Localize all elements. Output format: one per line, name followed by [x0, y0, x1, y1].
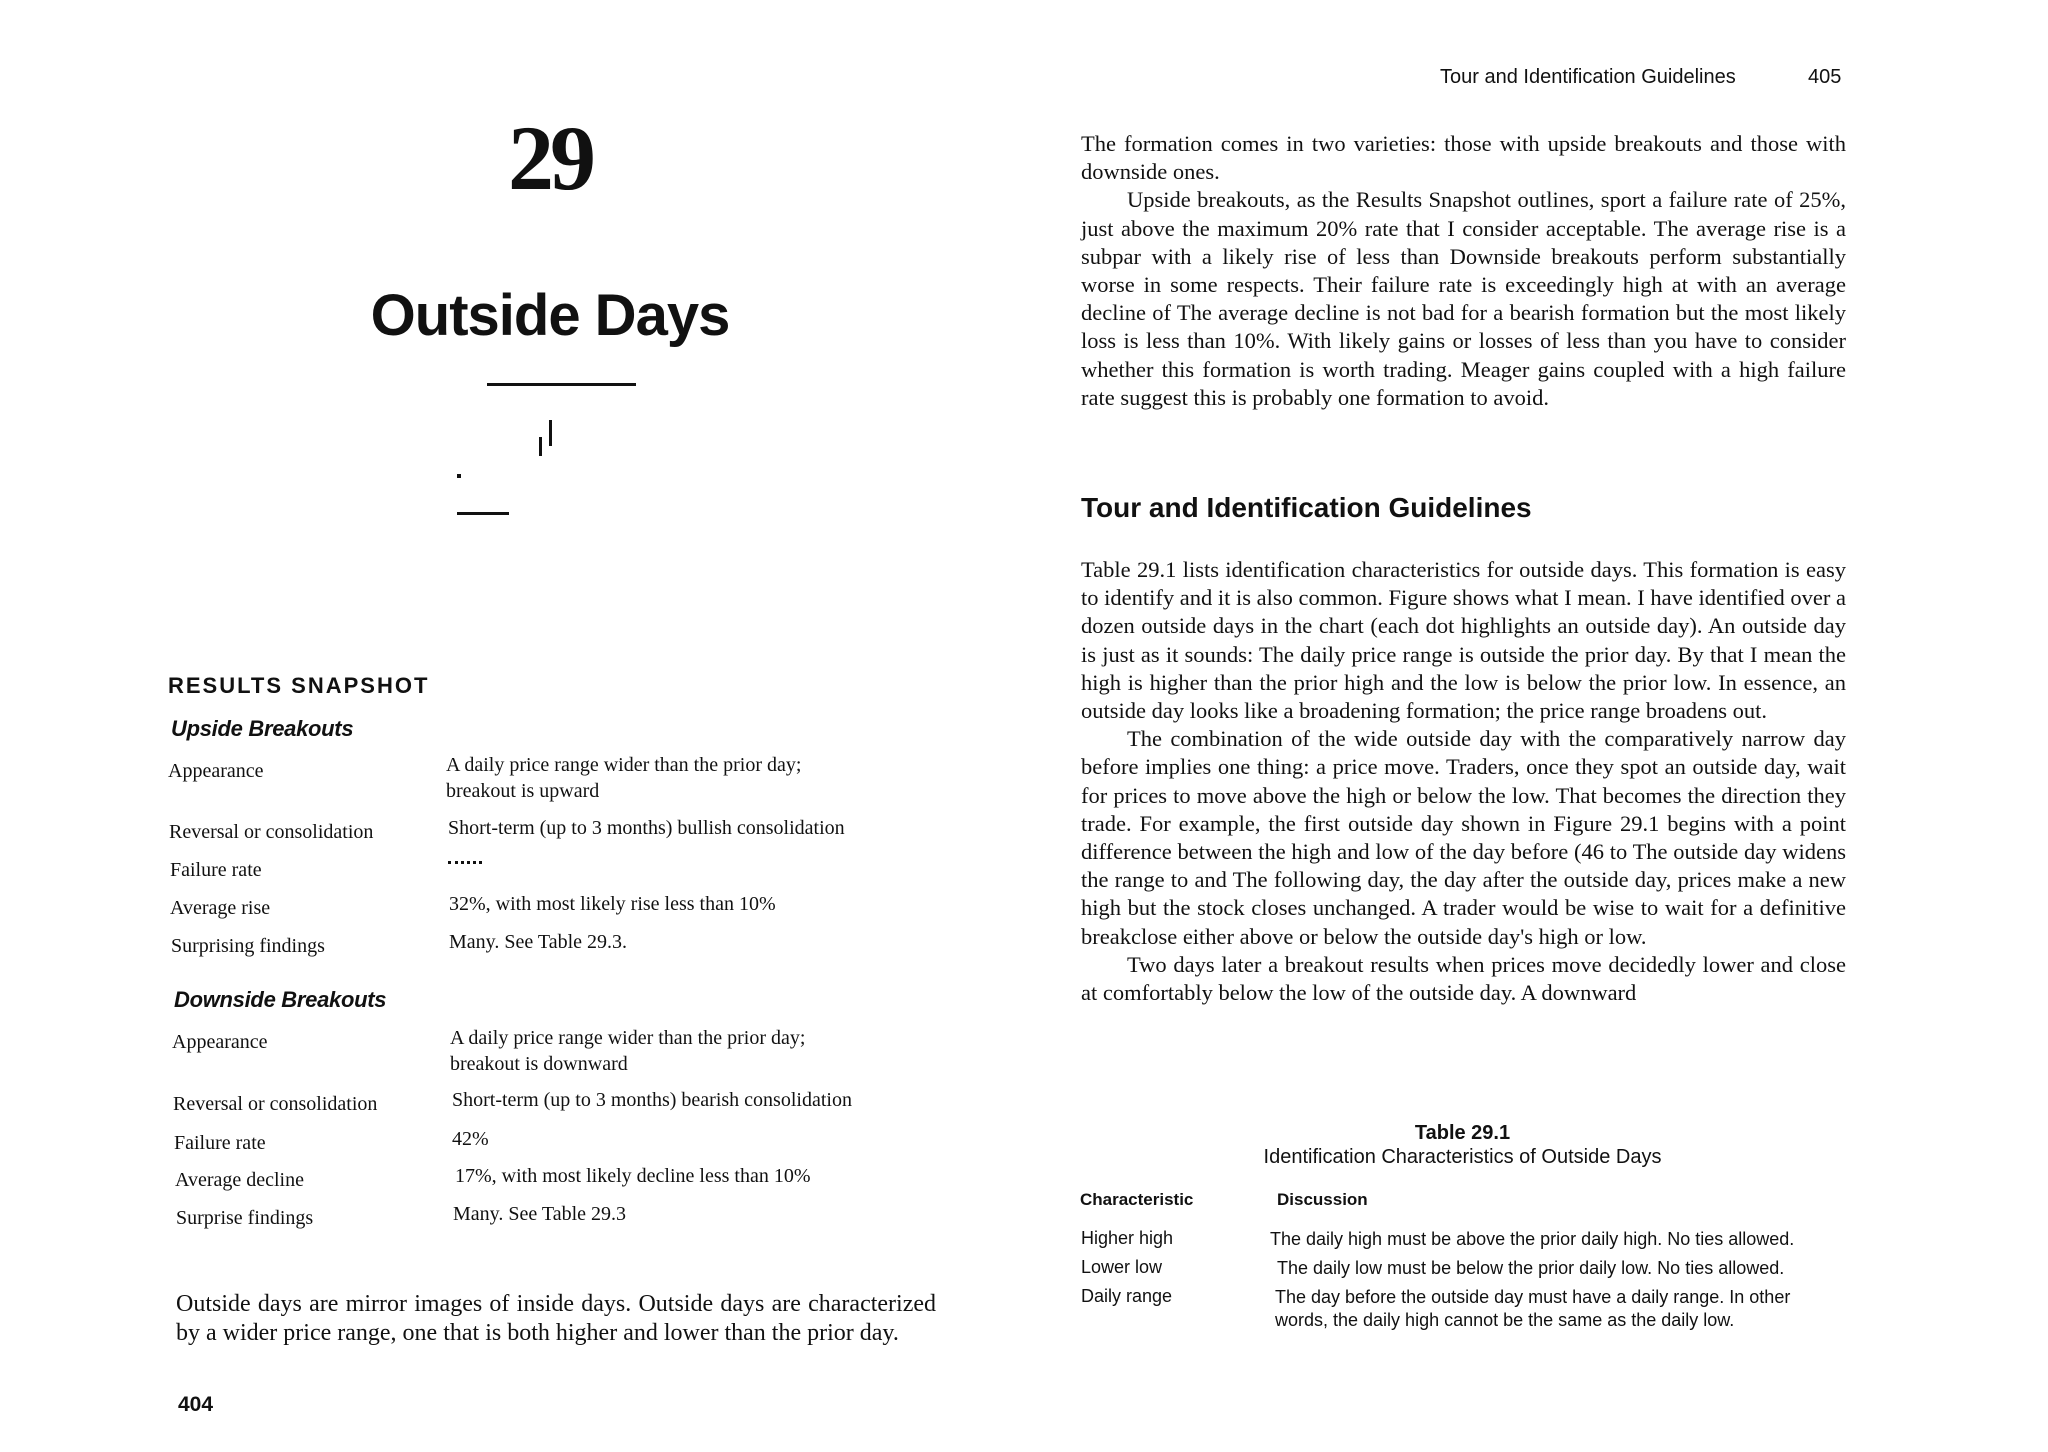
- table-row-discussion: The daily low must be below the prior daily low. No ties allowed.: [1277, 1258, 1785, 1278]
- paragraph: Upside breakouts, as the Results Snapshot outlines, sport a failure rate of 25%, just above the maximum 20% rate that I consider acceptable. The average rise is a subpar with a likely rise of less than Downside breakouts perform substantially worse in some respects. Their failure rate is exceedingly high at with an average decline of The average decline is not bad for a bearish formation but the most likely loss is less than 10%. With likely gains or losses of less than you have to consider whether this formation is worth trading. Meager gains coupled with a high failure rate suggest this is probably one formation to avoid.: [1081, 187, 1846, 410]
- chapter-title: Outside Days: [370, 283, 730, 348]
- table-row-characteristic: Lower low: [1081, 1257, 1163, 1277]
- table-row-characteristic: Higher high: [1081, 1228, 1174, 1248]
- row-value: Many. See Table 29.3.: [449, 931, 628, 953]
- row-label: Reversal or consolidation: [173, 1093, 378, 1115]
- illegible-glyph: [448, 861, 482, 876]
- row-label: Average decline: [175, 1169, 304, 1191]
- paragraph: The combination of the wide outside day with the comparatively narrow day before implies one thing: a price move. Traders, once they spot an outside day, wait for prices to move above the high or below the low. That becomes the direction they trade. For example, the first outside day shown in Figure 29.1 begins with a point difference between the high and low of the day before (46 to The outside day widens the range to and The following day, the day after the outside day, prices make a new high but the stock closes unchanged. A trader would be wise to wait for a definitive breakclose either above or below the outside day's high or low.: [1081, 726, 1846, 949]
- page-number: 405: [1808, 66, 1842, 88]
- ornament-tick: [549, 420, 552, 446]
- row-value: A daily price range wider than the prior day; breakout is upward: [446, 754, 802, 802]
- ornament-dot: [457, 474, 461, 478]
- snapshot-heading: RESULTS SNAPSHOT: [168, 673, 430, 698]
- row-value: 17%, with most likely decline less than 10%: [455, 1165, 811, 1187]
- ornament-tick: [539, 437, 542, 456]
- row-value: Short-term (up to 3 months) bullish consolidation: [448, 817, 845, 839]
- downside-heading: Downside Breakouts: [174, 987, 387, 1012]
- row-label: Surprising findings: [171, 935, 325, 957]
- table-caption: [1080, 1121, 1845, 1169]
- table-row-discussion: The daily high must be above the prior daily high. No ties allowed.: [1270, 1229, 1795, 1249]
- title-rule: [487, 383, 535, 386]
- paragraph: Table 29.1 lists identification characteristics for outside days. This formation is easy to identify and it is also common. Figure shows what I mean. I have identified over a dozen outside days in the chart (each dot highlights an outside day). An outside day is just as it sounds: The daily price range is outside the prior day. By that I mean the high is higher than the prior high and the low is below the prior low. In essence, an outside day looks like a broadening formation; the price range broadens out.: [1081, 557, 1846, 724]
- upside-heading: Upside Breakouts: [171, 716, 354, 741]
- chapter-number: 29: [508, 107, 592, 209]
- chapter-intro: Outside days are mirror images of inside days. Outside days are characterized by a wider price range, one that is both higher and lower than the prior day.: [176, 1291, 936, 1346]
- paragraph: Two days later a breakout results when prices move decidedly lower and close at comfortably below the low of the outside day. A downward: [1081, 951, 1846, 1006]
- row-value: Many. See Table 29.3: [453, 1203, 627, 1225]
- page-number: 404: [178, 1393, 214, 1416]
- table-row-characteristic: Daily range: [1081, 1286, 1173, 1306]
- row-label: Average rise: [170, 897, 271, 919]
- table-number: Table 29.1: [1414, 1122, 1511, 1144]
- row-value: Short-term (up to 3 months) bearish consolidation: [452, 1089, 852, 1111]
- table-header-discussion: Discussion: [1277, 1190, 1368, 1209]
- body-text-tour: [1081, 556, 1846, 1007]
- row-label: Appearance: [168, 760, 264, 782]
- ornament-rule: [457, 512, 509, 515]
- row-label: Reversal or consolidation: [169, 821, 374, 843]
- section-heading: Tour and Identification Guidelines: [1081, 492, 1532, 523]
- body-text-top: [1081, 130, 1846, 412]
- row-value: A daily price range wider than the prior day; breakout is downward: [450, 1027, 806, 1075]
- row-label: Appearance: [172, 1031, 268, 1053]
- table-row-discussion: The day before the outside day must have a daily range. In other words, the daily high cannot be the same as the daily low.: [1275, 1287, 1791, 1330]
- table-title: Identification Characteristics of Outside Days: [1263, 1146, 1662, 1168]
- title-rule-long: [533, 383, 636, 386]
- row-value: 42%: [452, 1128, 489, 1150]
- row-value: 32%, with most likely rise less than 10%: [449, 893, 776, 915]
- running-head: Tour and Identification Guidelines: [1440, 66, 1736, 88]
- paragraph: The formation comes in two varieties: those with upside breakouts and those with downside ones.: [1081, 131, 1846, 185]
- row-label: Failure rate: [170, 859, 262, 881]
- row-label: Surprise findings: [176, 1207, 314, 1229]
- table-header-characteristic: Characteristic: [1080, 1190, 1194, 1209]
- row-label: Failure rate: [174, 1132, 266, 1154]
- row-value: [448, 857, 908, 883]
